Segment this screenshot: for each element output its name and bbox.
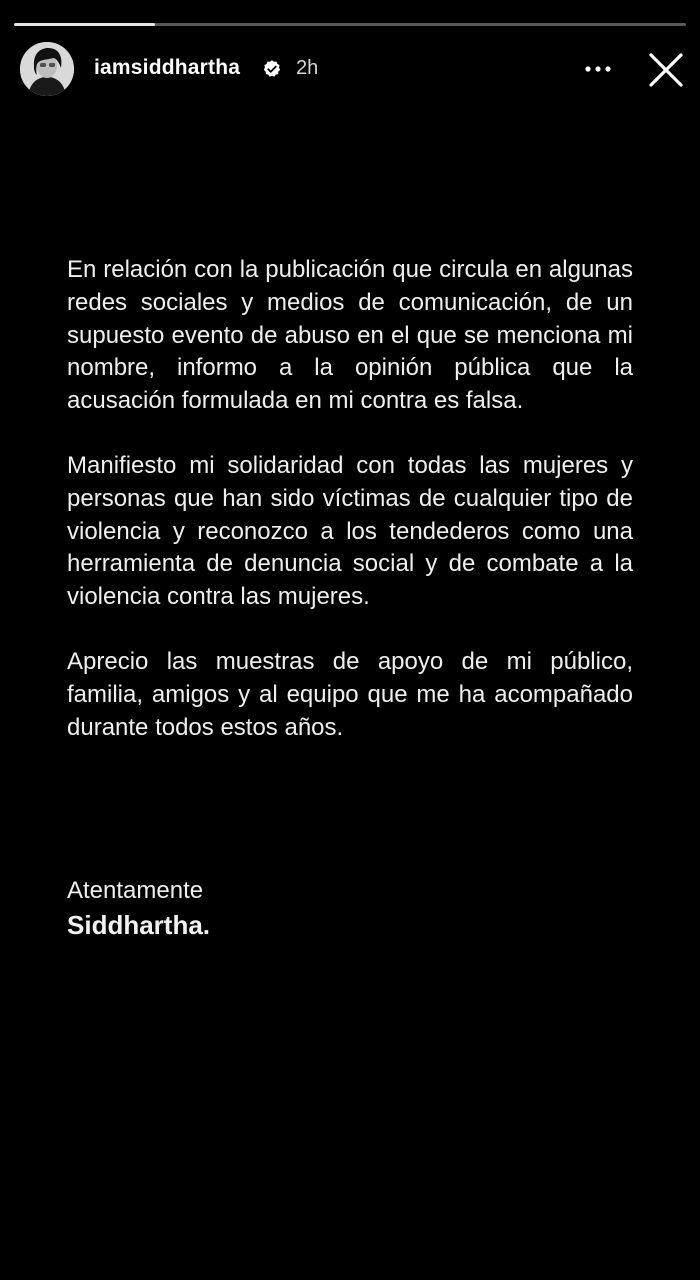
close-icon [646,50,686,90]
avatar-photo-icon [20,42,74,96]
more-options-button[interactable] [580,54,616,84]
statement-paragraph-2: Manifiesto mi solidaridad con todas las mujeres y personas que han sido víctimas de cualquier tipo de violencia y reconozco a los tendederos como una herramienta de denuncia social y de combate a la violencia contra las mujeres. [67,451,633,611]
signature: Siddhartha. [67,910,211,940]
close-button[interactable] [646,50,686,90]
avatar[interactable] [20,42,74,96]
statement-paragraph-3: Aprecio las muestras de apoyo de mi público, familia, amigos y al equipo que me ha acompañado durante todos estos años. [67,647,633,741]
verified-badge-icon [262,59,282,79]
more-horizontal-icon [580,54,616,84]
post-time: 2h [296,57,319,79]
statement-paragraph-1: En relación con la publicación que circula en algunas redes sociales y medios de comunicación, de un supuesto evento de abuso en el que se menciona mi nombre, informo a la opinión pública que la acusación formulada en mi contra es falsa. [67,256,633,415]
story-progress-bar [14,23,686,26]
statement-signoff [67,874,633,942]
closing-text: Atentamente [67,877,204,904]
story-header [0,40,700,98]
statement-body [67,254,633,776]
story-progress-fill [14,23,155,26]
username[interactable]: iamsiddhartha [94,56,241,79]
